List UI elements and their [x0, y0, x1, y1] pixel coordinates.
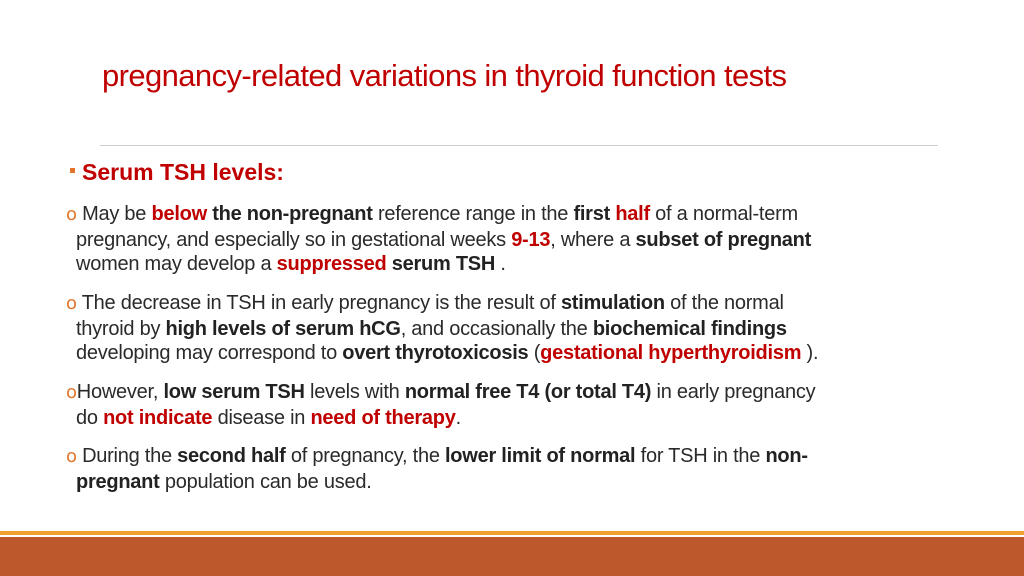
text-run: During the — [82, 445, 178, 467]
text-run: reference range in the — [372, 203, 574, 225]
paragraph-line — [66, 291, 966, 317]
circle-bullet-icon: o — [66, 204, 77, 225]
text-run: thyroid by — [76, 317, 166, 340]
text-run: of the normal — [664, 292, 784, 314]
bold-text: first — [573, 203, 610, 225]
highlight-text: half — [615, 203, 650, 225]
text-run: . — [495, 253, 506, 275]
text-run: disease in — [212, 406, 311, 429]
bold-text: the non-pregnant — [212, 203, 373, 225]
highlight-text: need of therapy — [310, 406, 456, 429]
text-run: ( — [528, 342, 541, 364]
highlight-text: suppressed — [276, 253, 387, 275]
bold-text: second half — [177, 445, 286, 467]
text-run: pregnancy, and especially so in gestational weeks — [76, 228, 512, 251]
bold-text: lower limit of normal — [445, 445, 636, 467]
text-run: levels with — [304, 381, 405, 403]
slide-title: pregnancy-related variations in thyroid function tests — [102, 58, 787, 93]
paragraph-line — [66, 470, 966, 495]
paragraph-line — [66, 406, 966, 431]
bullet-paragraph-3 — [66, 380, 966, 430]
bold-text: stimulation — [560, 292, 665, 314]
highlight-text: 9-13 — [511, 228, 551, 251]
bold-text: normal free T4 (or total T4) — [404, 381, 652, 403]
bold-text: overt thyrotoxicosis — [342, 342, 529, 364]
paragraph-line — [66, 380, 966, 406]
text-run: of a normal-term — [649, 203, 798, 225]
bold-text: biochemical findings — [592, 317, 787, 340]
paragraph-line — [66, 202, 966, 228]
text-run: The decrease in TSH in early pregnancy is the result of — [81, 292, 561, 314]
bold-text: pregnant — [76, 470, 160, 493]
footer-accent-line — [0, 531, 1024, 535]
text-run: However, — [76, 381, 164, 403]
circle-bullet-icon: o — [66, 446, 77, 467]
circle-bullet-icon: o — [66, 293, 77, 314]
text-run: ). — [801, 342, 819, 364]
square-bullet-icon — [70, 168, 75, 173]
bold-text: high levels of serum hCG — [165, 317, 401, 340]
text-run: , and occasionally the — [400, 317, 593, 340]
text-run: . — [455, 406, 461, 429]
paragraph-line — [66, 317, 966, 342]
highlight-text: gestational hyperthyroidism — [540, 342, 802, 364]
text-run: do — [76, 406, 104, 429]
text-run: May be — [82, 203, 152, 225]
highlight-text: not indicate — [103, 406, 213, 429]
circle-bullet-icon: o — [66, 382, 77, 403]
highlight-text: below — [151, 203, 207, 225]
section-heading — [70, 158, 284, 186]
text-run: , where a — [550, 228, 636, 251]
text-run: population can be used. — [159, 470, 372, 493]
text-run: women may develop a — [76, 253, 277, 275]
bold-text: serum TSH — [391, 253, 496, 275]
paragraph-line — [66, 252, 966, 277]
bold-text: subset of pregnant — [635, 228, 812, 251]
text-run: of pregnancy, the — [285, 445, 445, 467]
paragraph-line — [66, 444, 966, 470]
bullet-paragraph-1 — [66, 202, 966, 277]
paragraph-line — [66, 228, 966, 253]
text-run: for TSH in the — [635, 445, 766, 467]
section-heading-text: Serum TSH levels: — [82, 159, 284, 185]
text-run: developing may correspond to — [76, 342, 343, 364]
bullet-paragraph-4 — [66, 444, 966, 494]
paragraph-line — [66, 341, 966, 366]
bullet-paragraph-2 — [66, 291, 966, 366]
title-divider — [100, 145, 938, 146]
text-run: in early pregnancy — [651, 381, 816, 403]
bold-text: low serum TSH — [163, 381, 305, 403]
bold-text: non- — [765, 445, 808, 467]
footer-bar — [0, 537, 1024, 576]
